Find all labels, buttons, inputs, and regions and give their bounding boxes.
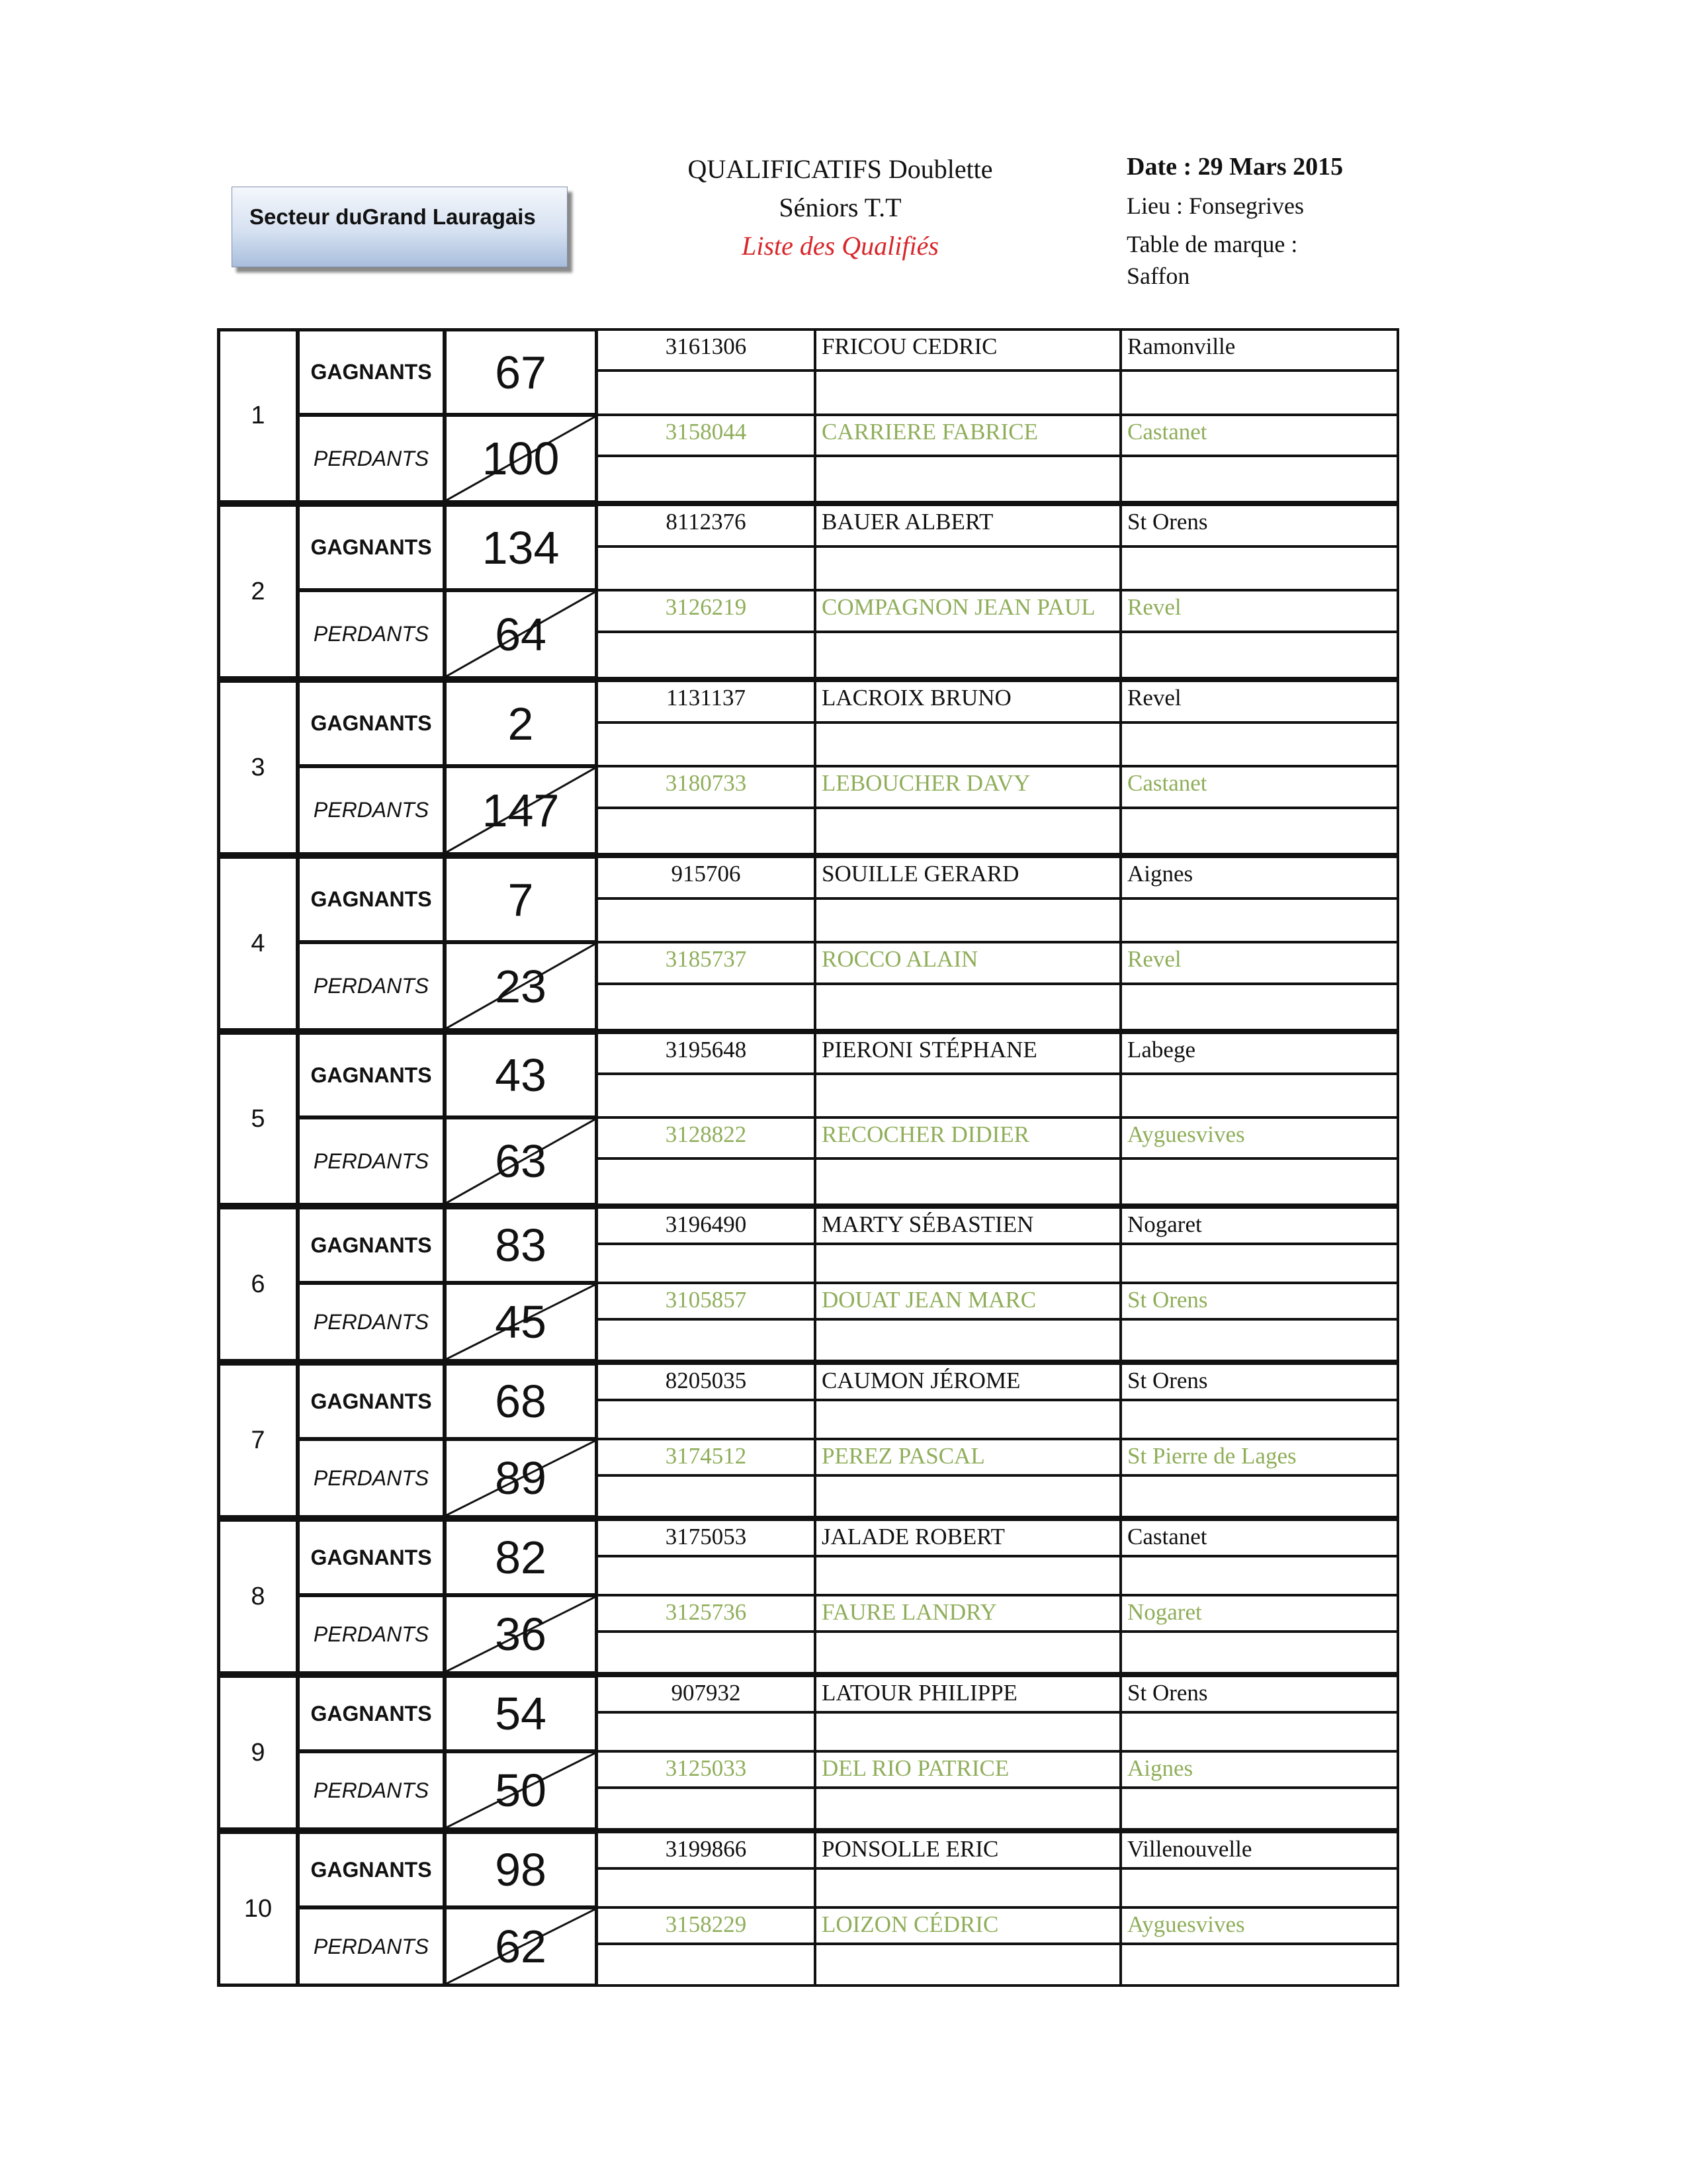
empty-cell xyxy=(814,455,1122,503)
winner-score xyxy=(443,855,598,943)
empty-cell xyxy=(1119,807,1399,855)
empty-cell xyxy=(595,1318,816,1362)
winner-score xyxy=(443,1675,598,1753)
score-value: 89 xyxy=(495,1452,546,1504)
winners-label: GAGNANTS xyxy=(296,1675,446,1753)
winners-label: GAGNANTS xyxy=(296,1031,446,1119)
loser-club-cell: Revel xyxy=(1119,941,1399,988)
winners-label: GAGNANTS xyxy=(296,1206,446,1284)
winner-club-cell: St Orens xyxy=(1119,1362,1399,1404)
winners-label: GAGNANTS xyxy=(296,1831,446,1909)
empty-cell xyxy=(814,1243,1122,1284)
empty-cell xyxy=(814,1318,1122,1362)
winners-label: GAGNANTS xyxy=(296,679,446,767)
empty-cell xyxy=(595,1943,816,1987)
empty-cell xyxy=(595,1555,816,1596)
empty-cell xyxy=(814,983,1122,1031)
empty-cell xyxy=(1119,1157,1399,1206)
list-title: Liste des Qualifiés xyxy=(742,231,939,261)
loser-club-cell: Revel xyxy=(1119,589,1399,636)
score-value: 83 xyxy=(495,1219,546,1271)
scoring-table-value: Saffon xyxy=(1127,263,1190,289)
loser-license-cell: 3185737 xyxy=(595,941,816,988)
scoring-table-label: Table de marque : xyxy=(1127,231,1298,257)
winner-license-cell: 3199866 xyxy=(595,1831,816,1872)
winner-club-cell: Ramonville xyxy=(1119,328,1399,374)
competition-title: QUALIFICATIFS Doublette xyxy=(687,154,993,184)
empty-cell xyxy=(595,1072,816,1119)
empty-cell xyxy=(595,545,816,591)
empty-cell xyxy=(814,1399,1122,1440)
losers-label: PERDANTS xyxy=(296,1750,446,1831)
loser-club-cell: St Pierre de Lages xyxy=(1119,1438,1399,1479)
match-number: 4 xyxy=(217,855,299,1031)
winner-player-name-cell: SOUILLE GERARD xyxy=(814,855,1122,902)
empty-cell xyxy=(1119,1555,1399,1596)
date-label: Date : 29 Mars 2015 xyxy=(1127,153,1344,181)
winner-club-cell: Nogaret xyxy=(1119,1206,1399,1248)
match-block xyxy=(217,1831,1399,1987)
losers-label: PERDANTS xyxy=(296,941,446,1031)
winner-score xyxy=(443,503,598,591)
loser-player-name-cell: DOUAT JEAN MARC xyxy=(814,1282,1122,1323)
loser-player-name-cell: FAURE LANDRY xyxy=(814,1594,1122,1636)
winner-player-name-cell: MARTY SÉBASTIEN xyxy=(814,1206,1122,1248)
loser-player-name-cell: LEBOUCHER DAVY xyxy=(814,765,1122,812)
winner-score xyxy=(443,328,598,416)
loser-license-cell: 3174512 xyxy=(595,1438,816,1479)
loser-license-cell: 3126219 xyxy=(595,589,816,636)
match-number: 9 xyxy=(217,1675,299,1831)
score-value: 63 xyxy=(495,1135,546,1187)
loser-license-cell: 3125033 xyxy=(595,1750,816,1792)
loser-club-cell: St Orens xyxy=(1119,1282,1399,1323)
winner-license-cell: 3195648 xyxy=(595,1031,816,1078)
loser-club-cell: Castanet xyxy=(1119,414,1399,460)
loser-score xyxy=(443,1750,598,1831)
winner-license-cell: 915706 xyxy=(595,855,816,902)
empty-cell xyxy=(595,721,816,767)
empty-cell xyxy=(595,1630,816,1675)
match-number: 10 xyxy=(217,1831,299,1987)
empty-cell xyxy=(814,1630,1122,1675)
sector-box xyxy=(232,187,568,267)
loser-license-cell: 3158044 xyxy=(595,414,816,460)
match-block xyxy=(217,1518,1399,1675)
score-value: 43 xyxy=(495,1049,546,1101)
empty-cell xyxy=(595,1786,816,1831)
winner-player-name-cell: LACROIX BRUNO xyxy=(814,679,1122,726)
empty-cell xyxy=(1119,1318,1399,1362)
score-value: 62 xyxy=(495,1921,546,1972)
winner-club-cell: St Orens xyxy=(1119,1675,1399,1716)
losers-label: PERDANTS xyxy=(296,1282,446,1362)
empty-cell xyxy=(595,807,816,855)
empty-cell xyxy=(814,1867,1122,1909)
winner-player-name-cell: FRICOU CEDRIC xyxy=(814,328,1122,374)
empty-cell xyxy=(595,1399,816,1440)
match-number: 3 xyxy=(217,679,299,855)
empty-cell xyxy=(814,1157,1122,1206)
score-value: 7 xyxy=(507,873,534,926)
score-value: 36 xyxy=(495,1608,546,1660)
empty-cell xyxy=(1119,1630,1399,1675)
empty-cell xyxy=(814,631,1122,679)
empty-cell xyxy=(814,897,1122,943)
losers-label: PERDANTS xyxy=(296,1116,446,1206)
location-label: Lieu : Fonsegrives xyxy=(1127,193,1304,219)
match-number: 2 xyxy=(217,503,299,679)
loser-license-cell: 3125736 xyxy=(595,1594,816,1636)
empty-cell xyxy=(1119,545,1399,591)
winners-label: GAGNANTS xyxy=(296,1518,446,1596)
sector-label: Secteur duGrand Lauragais xyxy=(249,204,536,229)
score-value: 54 xyxy=(495,1688,546,1739)
winner-score xyxy=(443,1206,598,1284)
losers-label: PERDANTS xyxy=(296,1594,446,1675)
empty-cell xyxy=(814,1786,1122,1831)
losers-label: PERDANTS xyxy=(296,1906,446,1987)
winner-license-cell: 1131137 xyxy=(595,679,816,726)
loser-player-name-cell: PEREZ PASCAL xyxy=(814,1438,1122,1479)
score-value: 45 xyxy=(495,1296,546,1348)
loser-score xyxy=(443,414,598,503)
score-value: 134 xyxy=(482,521,560,574)
winner-player-name-cell: JALADE ROBERT xyxy=(814,1518,1122,1560)
winner-license-cell: 3196490 xyxy=(595,1206,816,1248)
score-value: 2 xyxy=(507,697,534,750)
winner-score xyxy=(443,1031,598,1119)
empty-cell xyxy=(1119,1867,1399,1909)
loser-club-cell: Aignes xyxy=(1119,1750,1399,1792)
empty-cell xyxy=(595,983,816,1031)
loser-license-cell: 3158229 xyxy=(595,1906,816,1948)
loser-club-cell: Castanet xyxy=(1119,765,1399,812)
empty-cell xyxy=(1119,1072,1399,1119)
match-number: 8 xyxy=(217,1518,299,1675)
empty-cell xyxy=(1119,631,1399,679)
winner-license-cell: 3175053 xyxy=(595,1518,816,1560)
loser-player-name-cell: ROCCO ALAIN xyxy=(814,941,1122,988)
winners-label: GAGNANTS xyxy=(296,503,446,591)
match-block xyxy=(217,679,1399,855)
winner-club-cell: Labege xyxy=(1119,1031,1399,1078)
loser-license-cell: 3128822 xyxy=(595,1116,816,1162)
empty-cell xyxy=(814,721,1122,767)
loser-player-name-cell: RECOCHER DIDIER xyxy=(814,1116,1122,1162)
empty-cell xyxy=(595,455,816,503)
winner-player-name-cell: LATOUR PHILIPPE xyxy=(814,1675,1122,1716)
winner-club-cell: Aignes xyxy=(1119,855,1399,902)
loser-license-cell: 3180733 xyxy=(595,765,816,812)
score-value: 98 xyxy=(495,1844,546,1896)
winner-player-name-cell: PONSOLLE ERIC xyxy=(814,1831,1122,1872)
match-block xyxy=(217,503,1399,679)
loser-player-name-cell: CARRIERE FABRICE xyxy=(814,414,1122,460)
loser-license-cell: 3105857 xyxy=(595,1282,816,1323)
category-title: Séniors T.T xyxy=(779,193,902,222)
winners-label: GAGNANTS xyxy=(296,328,446,416)
empty-cell xyxy=(814,807,1122,855)
losers-label: PERDANTS xyxy=(296,589,446,679)
empty-cell xyxy=(595,1243,816,1284)
empty-cell xyxy=(595,1474,816,1518)
losers-label: PERDANTS xyxy=(296,765,446,855)
winner-player-name-cell: CAUMON JÉROME xyxy=(814,1362,1122,1404)
loser-score xyxy=(443,1594,598,1675)
match-block xyxy=(217,855,1399,1031)
match-block xyxy=(217,1362,1399,1518)
winner-player-name-cell: PIERONI STÉPHANE xyxy=(814,1031,1122,1078)
empty-cell xyxy=(814,1943,1122,1987)
empty-cell xyxy=(1119,1474,1399,1518)
winner-score xyxy=(443,679,598,767)
losers-label: PERDANTS xyxy=(296,414,446,503)
winner-club-cell: St Orens xyxy=(1119,503,1399,550)
winner-license-cell: 907932 xyxy=(595,1675,816,1716)
loser-player-name-cell: LOIZON CÉDRIC xyxy=(814,1906,1122,1948)
winner-player-name-cell: BAUER ALBERT xyxy=(814,503,1122,550)
empty-cell xyxy=(1119,1243,1399,1284)
score-value: 100 xyxy=(482,433,560,484)
empty-cell xyxy=(1119,983,1399,1031)
empty-cell xyxy=(814,1711,1122,1753)
winner-score xyxy=(443,1362,598,1440)
empty-cell xyxy=(814,1555,1122,1596)
empty-cell xyxy=(1119,369,1399,416)
loser-score xyxy=(443,1282,598,1362)
empty-cell xyxy=(1119,1786,1399,1831)
empty-cell xyxy=(595,369,816,416)
winner-license-cell: 8205035 xyxy=(595,1362,816,1404)
winner-club-cell: Revel xyxy=(1119,679,1399,726)
loser-score xyxy=(443,765,598,855)
empty-cell xyxy=(814,1474,1122,1518)
score-value: 82 xyxy=(495,1532,546,1583)
empty-cell xyxy=(595,631,816,679)
empty-cell xyxy=(595,1867,816,1909)
winner-license-cell: 8112376 xyxy=(595,503,816,550)
loser-score xyxy=(443,1438,598,1518)
winner-score xyxy=(443,1831,598,1909)
score-value: 23 xyxy=(495,960,546,1012)
loser-score xyxy=(443,589,598,679)
winner-club-cell: Castanet xyxy=(1119,1518,1399,1560)
loser-score xyxy=(443,941,598,1031)
match-block xyxy=(217,1675,1399,1831)
winner-score xyxy=(443,1518,598,1596)
empty-cell xyxy=(1119,1711,1399,1753)
loser-club-cell: Ayguesvives xyxy=(1119,1116,1399,1162)
loser-score xyxy=(443,1116,598,1206)
losers-label: PERDANTS xyxy=(296,1438,446,1518)
empty-cell xyxy=(1119,1399,1399,1440)
score-value: 64 xyxy=(495,608,546,660)
loser-club-cell: Ayguesvives xyxy=(1119,1906,1399,1948)
match-block xyxy=(217,328,1399,503)
empty-cell xyxy=(1119,897,1399,943)
loser-player-name-cell: COMPAGNON JEAN PAUL xyxy=(814,589,1122,636)
score-value: 67 xyxy=(495,346,546,398)
match-number: 1 xyxy=(217,328,299,503)
empty-cell xyxy=(814,1072,1122,1119)
winners-label: GAGNANTS xyxy=(296,855,446,943)
winner-club-cell: Villenouvelle xyxy=(1119,1831,1399,1872)
empty-cell xyxy=(1119,455,1399,503)
loser-club-cell: Nogaret xyxy=(1119,1594,1399,1636)
winners-label: GAGNANTS xyxy=(296,1362,446,1440)
empty-cell xyxy=(595,897,816,943)
empty-cell xyxy=(595,1157,816,1206)
loser-player-name-cell: DEL RIO PATRICE xyxy=(814,1750,1122,1792)
match-block xyxy=(217,1031,1399,1206)
match-block xyxy=(217,1206,1399,1362)
match-number: 5 xyxy=(217,1031,299,1206)
match-number: 7 xyxy=(217,1362,299,1518)
empty-cell xyxy=(1119,1943,1399,1987)
empty-cell xyxy=(595,1711,816,1753)
loser-score xyxy=(443,1906,598,1987)
score-value: 147 xyxy=(482,784,560,836)
winner-license-cell: 3161306 xyxy=(595,328,816,374)
empty-cell xyxy=(814,369,1122,416)
empty-cell xyxy=(814,545,1122,591)
score-value: 50 xyxy=(495,1765,546,1816)
score-value: 68 xyxy=(495,1376,546,1427)
empty-cell xyxy=(1119,721,1399,767)
match-number: 6 xyxy=(217,1206,299,1362)
